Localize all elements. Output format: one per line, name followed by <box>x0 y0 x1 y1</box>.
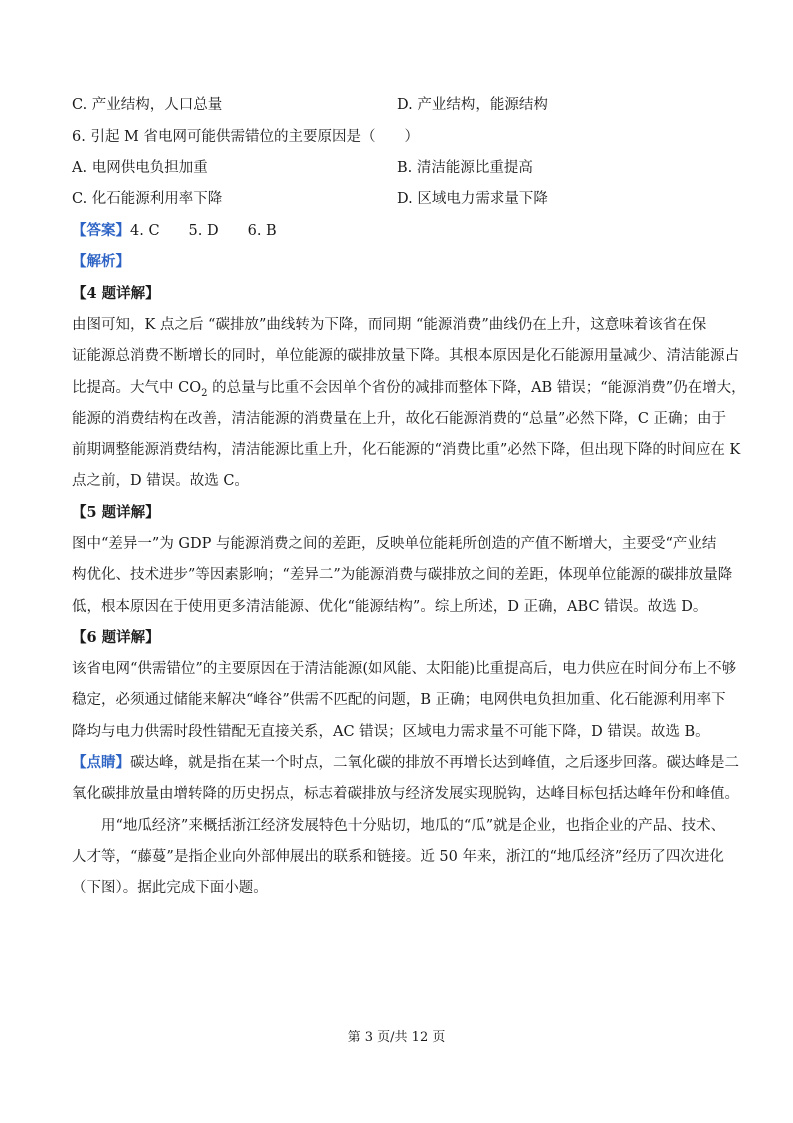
q6-option-row-cd <box>72 189 722 209</box>
detail-6-line: 降均与电力供需时段性错配无直接关系，AC 错误；区域电力需求量不可能下降，D 错误。故选 B。 <box>72 724 710 740</box>
question-6-stem: 6. 引起 M 省电网可能供需错位的主要原因是（ ） <box>72 129 420 145</box>
q6-option-d: D. 区域电力需求量下降 <box>397 191 548 207</box>
co2-subscript: 2 <box>201 387 208 399</box>
detail-4-line <box>72 378 746 399</box>
detail-6-heading: 【6 题详解】 <box>72 629 160 646</box>
option-row-cd <box>72 95 722 115</box>
detail-4-heading: 【4 题详解】 <box>72 285 160 302</box>
analysis-tag: 【解析】 <box>72 253 130 270</box>
q6-option-row-ab <box>72 158 722 178</box>
detail-4-line-part: 的总量与比重不会因单个省份的减排而整体下降，AB 错误；“能源消费”仍在增大， <box>212 380 746 396</box>
q6-option-a: A. 电网供电负担加重 <box>72 160 208 176</box>
detail-5-line: 低，根本原因在于使用更多清洁能源、优化“能源结构”。综上所述，D 正确，ABC 错误。故选 D。 <box>72 599 708 615</box>
intro-line: 用“地瓜经济”来概括浙江经济发展特色十分贴切，地瓜的“瓜”就是企业，也指企业的产品、技术、 <box>101 818 726 834</box>
detail-6-line: 稳定，必须通过储能来解决“峰谷”供需不匹配的问题，B 正确；电网供电负担加重、化石能源利用率下 <box>72 692 726 708</box>
intro-line: 人才等，“藤蔓”是指企业向外部伸展出的联系和链接。近 50 年来，浙江的“地瓜经济”经历了四次进化 <box>72 849 724 865</box>
dianjing-text: 碳达峰，就是指在某一个时点，二氧化碳的排放不再增长达到峰值，之后逐步回落。碳达峰是二 <box>130 755 739 771</box>
detail-4-line: 证能源总消费不断增长的同时，单位能源的碳排放量下降。其根本原因是化石能源用量减少、清洁能源占 <box>72 348 739 364</box>
intro-line: （下图）。据此完成下面小题。 <box>72 880 268 896</box>
detail-5-heading: 【5 题详解】 <box>72 504 160 521</box>
detail-6-line: 该省电网“供需错位”的主要原因在于清洁能源(如风能、太阳能)比重提高后，电力供应在时间分布上不够 <box>72 661 737 677</box>
q6-option-c: C. 化石能源利用率下降 <box>72 191 223 207</box>
option-d: D. 产业结构，能源结构 <box>397 97 548 113</box>
answer-text: 4. C 5. D 6. B <box>130 223 277 239</box>
option-c: C. 产业结构，人口总量 <box>72 97 223 113</box>
dianjing-tag: 【点睛】 <box>72 754 130 771</box>
detail-4-line-part: 比提高。大气中 CO <box>72 380 202 396</box>
answer-tag: 【答案】 <box>72 222 130 239</box>
detail-5-line: 图中“差异一”为 GDP 与能源消费之间的差距，反映单位能耗所创造的产值不断增大，主要受“产业结 <box>72 536 717 552</box>
page-footer: 第 3 页/共 12 页 <box>347 1030 446 1045</box>
detail-4-line: 能源的消费结构在改善，清洁能源的消费量在上升，故化石能源消费的“总量”必然下降，C 正确；由于 <box>72 411 727 427</box>
dianjing-line: 氧化碳排放量由增转降的历史拐点，标志着碳排放与经济发展实现脱钩，达峰目标包括达峰年份和峰值。 <box>72 786 739 802</box>
answer-line <box>72 221 722 241</box>
detail-4-line: 前期调整能源消费结构，清洁能源比重上升，化石能源的“消费比重”必然下降，但出现下降的时间应在 K <box>72 442 741 458</box>
detail-4-line: 由图可知，K 点之后 “碳排放”曲线转为下降，而同期 “能源消费”曲线仍在上升，这意味着该省在保 <box>72 317 707 333</box>
detail-5-line: 构优化、技术进步”等因素影响；“差异二”为能源消费与碳排放之间的差距，体现单位能源的碳排放量降 <box>72 567 733 583</box>
q6-option-b: B. 清洁能源比重提高 <box>397 160 533 176</box>
dianjing-line <box>72 753 739 773</box>
detail-4-line: 点之前，D 错误。故选 C。 <box>72 473 249 489</box>
